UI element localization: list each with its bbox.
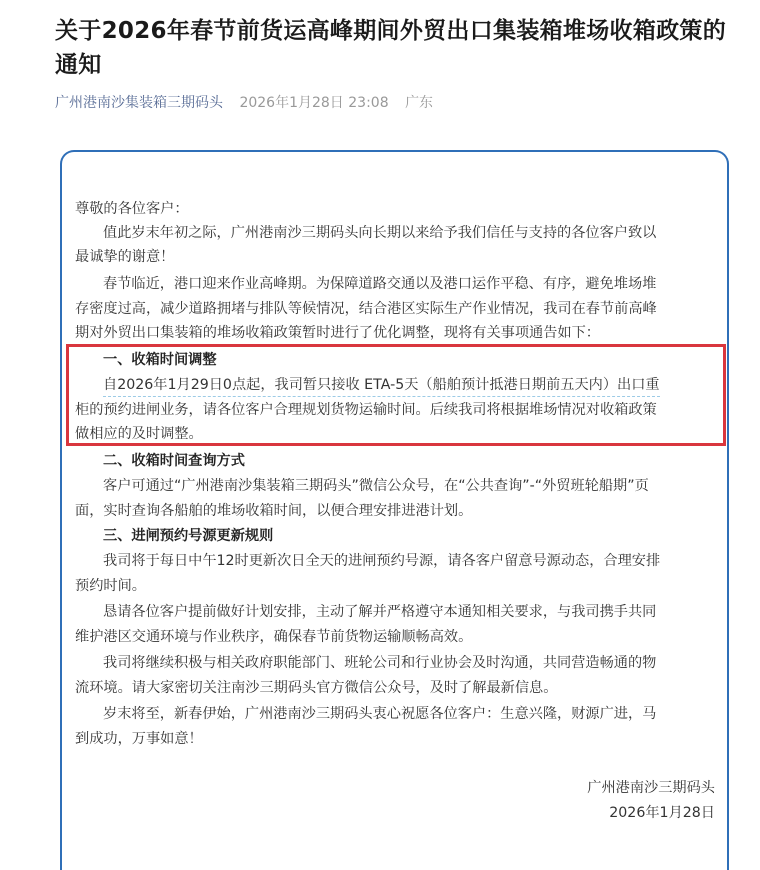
section-2-heading: 二、收箱时间查询方式 — [103, 453, 245, 469]
article-meta — [55, 93, 433, 113]
author-link[interactable]: 广州港南沙集装箱三期码头 — [55, 95, 223, 111]
section-3-heading: 三、进闸预约号源更新规则 — [103, 528, 274, 544]
paragraph-intro-line-3: 期对外贸出口集装箱的堆场收箱政策暂时进行了优化调整，现将有关事项通告如下： — [75, 325, 600, 341]
paragraph-wishes-line-2: 到成功，万事如意！ — [75, 731, 203, 747]
section-1-line-3: 做相应的及时调整。 — [75, 426, 203, 442]
greeting: 尊敬的各位客户： — [75, 201, 189, 217]
section-2-line-1: 客户可通过“广州港南沙集装箱三期码头”微信公众号，在“公共查询”-“外贸班轮船期”页 — [103, 478, 649, 494]
paragraph-wishes-line-1: 岁末将至，新春伊始，广州港南沙三期码头衷心祝愿各位客户：生意兴隆，财源广进，马 — [103, 706, 657, 722]
signature-organization: 广州港南沙三期码头 — [587, 780, 715, 796]
paragraph-communication-line-1: 我司将继续积极与相关政府职能部门、班轮公司和行业协会及时沟通，共同营造畅通的物 — [103, 655, 657, 671]
paragraph-communication-line-2: 流环境。请大家密切关注南沙三期码头官方微信公众号，及时了解最新信息。 — [75, 680, 558, 696]
paragraph-intro-line-1: 春节临近，港口迎来作业高峰期。为保障道路交通以及港口运作平稳、有序，避免堆场堆 — [103, 276, 657, 292]
section-1-heading: 一、收箱时间调整 — [103, 352, 217, 368]
section-1-line-1: 自2026年1月29日0点起，我司暂只接收 ETA-5天（船舶预计抵港日期前五天内）出口重 — [103, 374, 660, 397]
signature-date: 2026年1月28日 — [609, 805, 715, 821]
paragraph-thanks-line-2: 最诚挚的谢意！ — [75, 249, 175, 265]
section-3-line-1: 我司将于每日中午12时更新次日全天的进闸预约号源，请各客户留意号源动态，合理安排 — [103, 553, 661, 569]
section-2-line-2: 面，实时查询各船舶的堆场收箱时间，以便合理安排进港计划。 — [75, 503, 473, 519]
publish-location: 广东 — [405, 95, 434, 111]
section-1-line-2: 柜的预约进闸业务，请各位客户合理规划货物运输时间。后续我司将根据堆场情况对收箱政策 — [75, 402, 657, 418]
paragraph-request-line-2: 维护港区交通环境与作业秩序，确保春节前货物运输顺畅高效。 — [75, 629, 473, 645]
publish-date: 2026年1月28日 23:08 — [239, 95, 389, 111]
paragraph-request-line-1: 恳请各位客户提前做好计划安排，主动了解并严格遵守本通知相关要求，与我司携手共同 — [103, 604, 657, 620]
paragraph-thanks-line-1: 值此岁末年初之际，广州港南沙三期码头向长期以来给予我们信任与支持的各位客户致以 — [103, 225, 657, 241]
article-title: 关于2026年春节前货运高峰期间外贸出口集装箱堆场收箱政策的通知 — [55, 18, 727, 78]
section-3-line-2: 预约时间。 — [75, 578, 146, 594]
paragraph-intro-line-2: 存密度过高，减少道路拥堵与排队等候情况，结合港区实际生产作业情况，我司在春节前高峰 — [75, 301, 657, 317]
